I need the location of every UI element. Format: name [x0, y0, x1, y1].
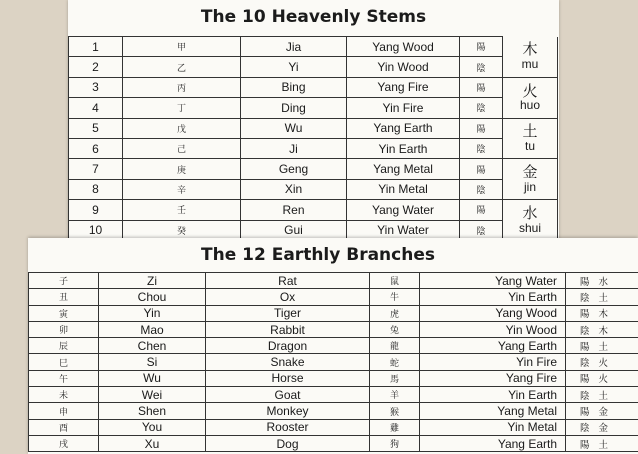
table-row	[29, 419, 638, 435]
branch-name: Zi	[99, 273, 206, 289]
table-row	[69, 57, 558, 77]
branch-name: Si	[99, 354, 206, 370]
stem-number: 8	[69, 179, 123, 199]
branch-animal-character: 馬	[370, 370, 420, 386]
table-row	[69, 159, 558, 179]
element-pinyin: tu	[524, 139, 535, 154]
branch-yinyang-characters: 陽 水	[566, 273, 638, 289]
element-cell	[503, 77, 558, 118]
branch-yinyang-element: Yang Fire	[420, 370, 566, 386]
stem-yinyang-character: 陰	[460, 138, 503, 158]
branch-animal: Dog	[206, 435, 370, 451]
branch-animal: Dragon	[206, 338, 370, 354]
branch-yinyang-element: Yin Earth	[420, 387, 566, 403]
branch-name: Mao	[99, 321, 206, 337]
stem-character: 甲	[123, 37, 241, 57]
heavenly-stems-card	[68, 0, 559, 240]
element-character: 水	[522, 203, 538, 222]
earthly-branches-table	[28, 272, 638, 452]
branch-animal: Ox	[206, 289, 370, 305]
branch-name: Xu	[99, 435, 206, 451]
element-character: 木	[522, 40, 538, 59]
stem-yinyang-element: Yang Wood	[347, 37, 460, 57]
stem-yinyang-character: 陽	[460, 118, 503, 138]
branch-animal-character: 雞	[370, 419, 420, 435]
stem-yinyang-character: 陽	[460, 200, 503, 220]
stem-name: Gui	[241, 220, 347, 240]
table-row	[69, 98, 558, 118]
branch-animal: Rabbit	[206, 321, 370, 337]
earthly-branches-card	[28, 238, 638, 454]
branch-name: Shen	[99, 403, 206, 419]
stem-yinyang-element: Yang Fire	[347, 77, 460, 97]
branch-animal-character: 兔	[370, 321, 420, 337]
branch-character: 戌	[29, 435, 99, 451]
element-character: 土	[522, 122, 538, 141]
branch-name: Chou	[99, 289, 206, 305]
stem-yinyang-character: 陰	[460, 57, 503, 77]
branch-animal: Rooster	[206, 419, 370, 435]
branch-animal-character: 鼠	[370, 273, 420, 289]
element-cell	[503, 118, 558, 159]
stem-name: Ding	[241, 98, 347, 118]
branch-yinyang-characters: 陰 木	[566, 321, 638, 337]
branch-yinyang-characters: 陽 木	[566, 305, 638, 321]
stem-name: Xin	[241, 179, 347, 199]
branch-yinyang-element: Yang Metal	[420, 403, 566, 419]
table-row	[69, 138, 558, 158]
element-pinyin: mu	[521, 57, 539, 72]
stem-yinyang-element: Yang Metal	[347, 159, 460, 179]
stem-yinyang-character: 陰	[460, 179, 503, 199]
stem-name: Ji	[241, 138, 347, 158]
branch-animal-character: 虎	[370, 305, 420, 321]
branch-animal: Rat	[206, 273, 370, 289]
branch-yinyang-characters: 陽 火	[566, 370, 638, 386]
stem-yinyang-character: 陰	[460, 220, 503, 240]
earthly-branches-title: The 12 Earthly Branches	[201, 245, 435, 265]
branch-name: Wei	[99, 387, 206, 403]
branch-character: 卯	[29, 321, 99, 337]
table-row	[29, 387, 638, 403]
table-row	[29, 403, 638, 419]
stem-yinyang-element: Yin Fire	[347, 98, 460, 118]
stem-character: 丙	[123, 77, 241, 97]
branch-name: Wu	[99, 370, 206, 386]
stem-character: 戊	[123, 118, 241, 138]
branch-character: 午	[29, 370, 99, 386]
table-row	[29, 273, 638, 289]
branch-character: 未	[29, 387, 99, 403]
branch-character: 寅	[29, 305, 99, 321]
branch-character: 辰	[29, 338, 99, 354]
stem-number: 7	[69, 159, 123, 179]
heavenly-stems-table	[68, 36, 558, 241]
branch-yinyang-element: Yin Earth	[420, 289, 566, 305]
heavenly-stems-title: The 10 Heavenly Stems	[200, 7, 427, 27]
stem-yinyang-character: 陽	[460, 159, 503, 179]
stem-number: 5	[69, 118, 123, 138]
branch-yinyang-characters: 陽 土	[566, 435, 638, 451]
stem-name: Wu	[241, 118, 347, 138]
stem-character: 庚	[123, 159, 241, 179]
stem-character: 丁	[123, 98, 241, 118]
stem-yinyang-element: Yin Wood	[347, 57, 460, 77]
element-character: 火	[522, 81, 538, 100]
branch-character: 子	[29, 273, 99, 289]
table-row	[69, 118, 558, 138]
branch-animal: Tiger	[206, 305, 370, 321]
table-row	[29, 435, 638, 451]
table-row	[29, 289, 638, 305]
element-pinyin: huo	[519, 98, 541, 113]
stem-name: Bing	[241, 77, 347, 97]
stem-name: Jia	[241, 37, 347, 57]
branch-character: 巳	[29, 354, 99, 370]
branch-yinyang-characters: 陰 金	[566, 419, 638, 435]
branch-character: 丑	[29, 289, 99, 305]
stem-number: 6	[69, 138, 123, 158]
stem-number: 2	[69, 57, 123, 77]
branch-animal-character: 龍	[370, 338, 420, 354]
branch-yinyang-characters: 陽 土	[566, 338, 638, 354]
branch-yinyang-element: Yang Water	[420, 273, 566, 289]
table-row	[29, 370, 638, 386]
branch-animal: Monkey	[206, 403, 370, 419]
branch-name: You	[99, 419, 206, 435]
branch-yinyang-element: Yang Earth	[420, 338, 566, 354]
element-cell	[503, 37, 558, 78]
stem-yinyang-character: 陽	[460, 77, 503, 97]
table-row	[29, 321, 638, 337]
stem-character: 癸	[123, 220, 241, 240]
stem-number: 9	[69, 200, 123, 220]
table-row	[69, 37, 558, 57]
branch-yinyang-element: Yin Metal	[420, 419, 566, 435]
branch-animal-character: 牛	[370, 289, 420, 305]
branch-character: 申	[29, 403, 99, 419]
branch-yinyang-element: Yin Fire	[420, 354, 566, 370]
branch-yinyang-element: Yin Wood	[420, 321, 566, 337]
branch-name: Chen	[99, 338, 206, 354]
branch-animal: Horse	[206, 370, 370, 386]
branch-animal-character: 猴	[370, 403, 420, 419]
branch-yinyang-characters: 陽 金	[566, 403, 638, 419]
stem-number: 3	[69, 77, 123, 97]
element-character: 金	[522, 163, 538, 182]
element-cell	[503, 200, 558, 241]
table-row	[69, 179, 558, 199]
branch-yinyang-element: Yang Wood	[420, 305, 566, 321]
branch-yinyang-characters: 陰 土	[566, 387, 638, 403]
table-row	[69, 77, 558, 97]
stem-yinyang-element: Yang Earth	[347, 118, 460, 138]
stem-yinyang-character: 陰	[460, 98, 503, 118]
branch-animal-character: 羊	[370, 387, 420, 403]
stem-number: 4	[69, 98, 123, 118]
branch-animal: Snake	[206, 354, 370, 370]
stem-yinyang-element: Yang Water	[347, 200, 460, 220]
table-row	[69, 200, 558, 220]
stem-yinyang-character: 陽	[460, 37, 503, 57]
stem-character: 辛	[123, 179, 241, 199]
stem-yinyang-element: Yin Metal	[347, 179, 460, 199]
stem-name: Geng	[241, 159, 347, 179]
table-row	[29, 354, 638, 370]
branch-animal: Goat	[206, 387, 370, 403]
branch-yinyang-element: Yang Earth	[420, 435, 566, 451]
stem-name: Yi	[241, 57, 347, 77]
element-cell	[503, 159, 558, 200]
stem-character: 乙	[123, 57, 241, 77]
element-pinyin: shui	[518, 220, 541, 235]
table-row	[29, 338, 638, 354]
stem-character: 己	[123, 138, 241, 158]
stem-number: 1	[69, 37, 123, 57]
branch-character: 酉	[29, 419, 99, 435]
branch-animal-character: 蛇	[370, 354, 420, 370]
element-pinyin: jin	[523, 179, 536, 194]
table-row	[29, 305, 638, 321]
stem-yinyang-element: Yin Earth	[347, 138, 460, 158]
branch-yinyang-characters: 陰 火	[566, 354, 638, 370]
stem-character: 壬	[123, 200, 241, 220]
stem-yinyang-element: Yin Water	[347, 220, 460, 240]
branch-yinyang-characters: 陰 土	[566, 289, 638, 305]
branch-animal-character: 狗	[370, 435, 420, 451]
stem-name: Ren	[241, 200, 347, 220]
stem-number: 10	[69, 220, 123, 240]
branch-name: Yin	[99, 305, 206, 321]
